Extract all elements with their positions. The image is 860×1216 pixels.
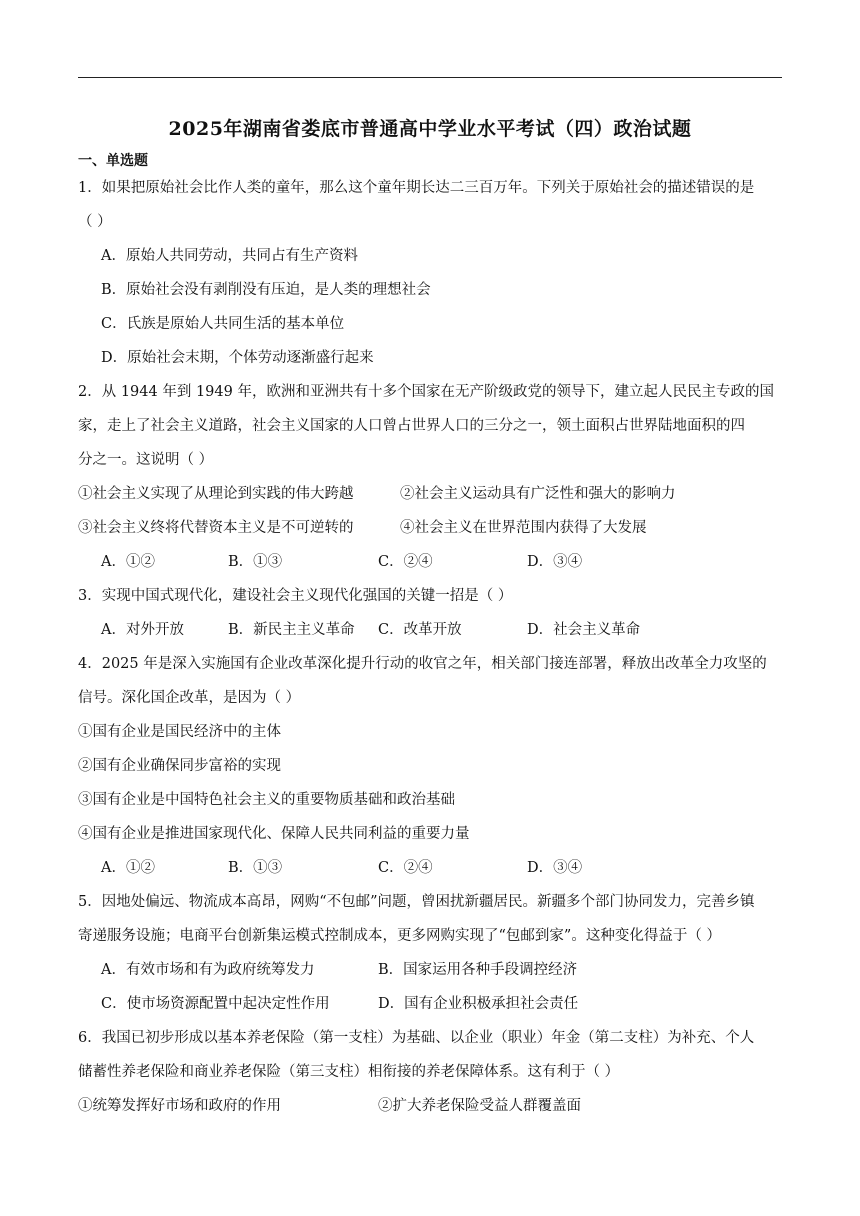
question-6-statement-2: ②扩大养老保险受益人群覆盖面 <box>378 1098 581 1114</box>
question-6-stem-cont: 储蓄性养老保险和商业养老保险（第三支柱）相衔接的养老保障体系。这有利于（ ） <box>78 1064 620 1080</box>
question-5-option-c: C．使市场资源配置中起决定性作用 <box>101 996 330 1012</box>
question-2-stem-cont: 家，走上了社会主义道路，社会主义国家的人口曾占世界人口的三分之一，领土面积占世界陆地面积的四 <box>78 418 745 434</box>
question-4-option-c: C．②④ <box>378 860 433 876</box>
question-6-stem: 6．我国已初步形成以基本养老保险（第一支柱）为基础、以企业（职业）年金（第二支柱）为补充、个人 <box>78 1030 755 1046</box>
question-2-statement-4: ④社会主义在世界范围内获得了大发展 <box>400 520 647 536</box>
question-4-stem-cont: 信号。深化国企改革，是因为（ ） <box>78 690 301 706</box>
header-rule <box>78 77 782 78</box>
page-title: 2025年湖南省娄底市普通高中学业水平考试（四）政治试题 <box>168 118 692 140</box>
question-2-statement-1: ①社会主义实现了从理论到实践的伟大跨越 <box>78 486 354 502</box>
question-3-stem: 3．实现中国式现代化，建设社会主义现代化强国的关键一招是（ ） <box>78 588 513 604</box>
question-3-option-c: C．改革开放 <box>378 622 462 638</box>
question-1-option-d: D．原始社会末期，个体劳动逐渐盛行起来 <box>101 350 374 366</box>
question-1-option-a: A．原始人共同劳动，共同占有生产资料 <box>101 248 358 264</box>
question-2-option-b: B．①③ <box>228 554 283 570</box>
question-3-option-d: D．社会主义革命 <box>527 622 641 638</box>
question-6-statement-1: ①统筹发挥好市场和政府的作用 <box>78 1098 281 1114</box>
question-3-option-b: B．新民主主义革命 <box>228 622 355 638</box>
question-2-stem: 2．从 1944 年到 1949 年，欧洲和亚洲共有十多个国家在无产阶级政党的领导下，建立起人民民主专政的国 <box>78 384 774 400</box>
question-5-option-d: D．国有企业积极承担社会责任 <box>378 996 579 1012</box>
question-5-stem: 5．因地处偏远、物流成本高昂，网购“不包邮”问题，曾困扰新疆居民。新疆多个部门协同发力，完善乡镇 <box>78 894 755 910</box>
question-2-option-a: A．①② <box>101 554 155 570</box>
question-2-option-d: D．③④ <box>527 554 583 570</box>
question-4-option-b: B．①③ <box>228 860 283 876</box>
question-2-statement-2: ②社会主义运动具有广泛性和强大的影响力 <box>400 486 676 502</box>
question-4-option-d: D．③④ <box>527 860 583 876</box>
question-3-option-a: A．对外开放 <box>101 622 184 638</box>
question-1-stem: 1．如果把原始社会比作人类的童年，那么这个童年期长达二三百万年。下列关于原始社会的描述错误的是 <box>78 180 755 196</box>
question-4-stem: 4．2025 年是深入实施国有企业改革深化提升行动的收官之年，相关部门接连部署，释放出改革全力攻坚的 <box>78 656 767 672</box>
question-2-stem-cont-2: 分之一。这说明（ ） <box>78 452 214 468</box>
question-2-option-c: C．②④ <box>378 554 433 570</box>
question-4-statement-2: ②国有企业确保同步富裕的实现 <box>78 758 281 774</box>
question-4-statement-1: ①国有企业是国民经济中的主体 <box>78 724 281 740</box>
question-1-option-b: B．原始社会没有剥削没有压迫，是人类的理想社会 <box>101 282 431 298</box>
question-5-option-a: A．有效市场和有为政府统筹发力 <box>101 962 315 978</box>
question-5-option-b: B．国家运用各种手段调控经济 <box>378 962 578 978</box>
question-4-option-a: A．①② <box>101 860 155 876</box>
question-4-statement-4: ④国有企业是推进国家现代化、保障人民共同利益的重要力量 <box>78 826 470 842</box>
question-1-option-c: C．氏族是原始人共同生活的基本单位 <box>101 316 345 332</box>
question-2-statement-3: ③社会主义终将代替资本主义是不可逆转的 <box>78 520 354 536</box>
question-5-stem-cont: 寄递服务设施；电商平台创新集运模式控制成本，更多网购实现了“包邮到家”。这种变化得益于（ ） <box>78 928 721 944</box>
section-heading: 一、单选题 <box>78 153 148 169</box>
question-4-statement-3: ③国有企业是中国特色社会主义的重要物质基础和政治基础 <box>78 792 455 808</box>
question-1-stem-cont: （ ） <box>78 214 112 230</box>
